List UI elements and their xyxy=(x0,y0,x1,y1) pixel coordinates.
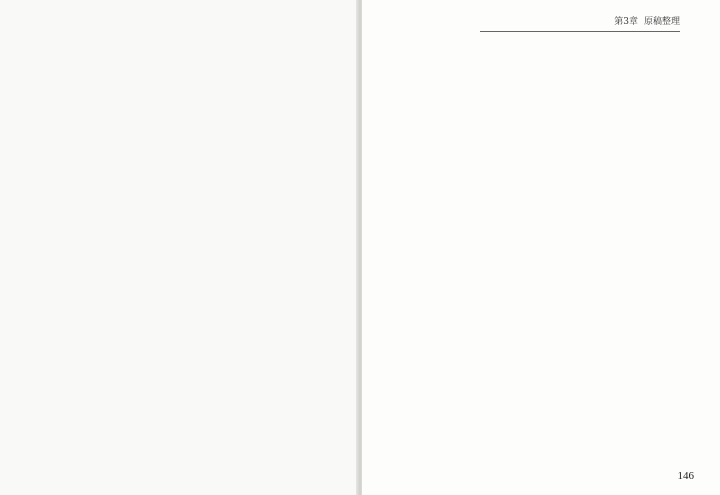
left-page-text xyxy=(70,38,310,438)
header-rule xyxy=(480,31,680,32)
running-header xyxy=(480,10,680,30)
right-page xyxy=(362,0,720,495)
header-chapter: 第3章 xyxy=(614,16,638,27)
header-title: 原稿整理 xyxy=(643,16,680,27)
page-number: 146 xyxy=(677,470,694,482)
left-page xyxy=(0,0,358,495)
right-page-text xyxy=(410,34,692,434)
